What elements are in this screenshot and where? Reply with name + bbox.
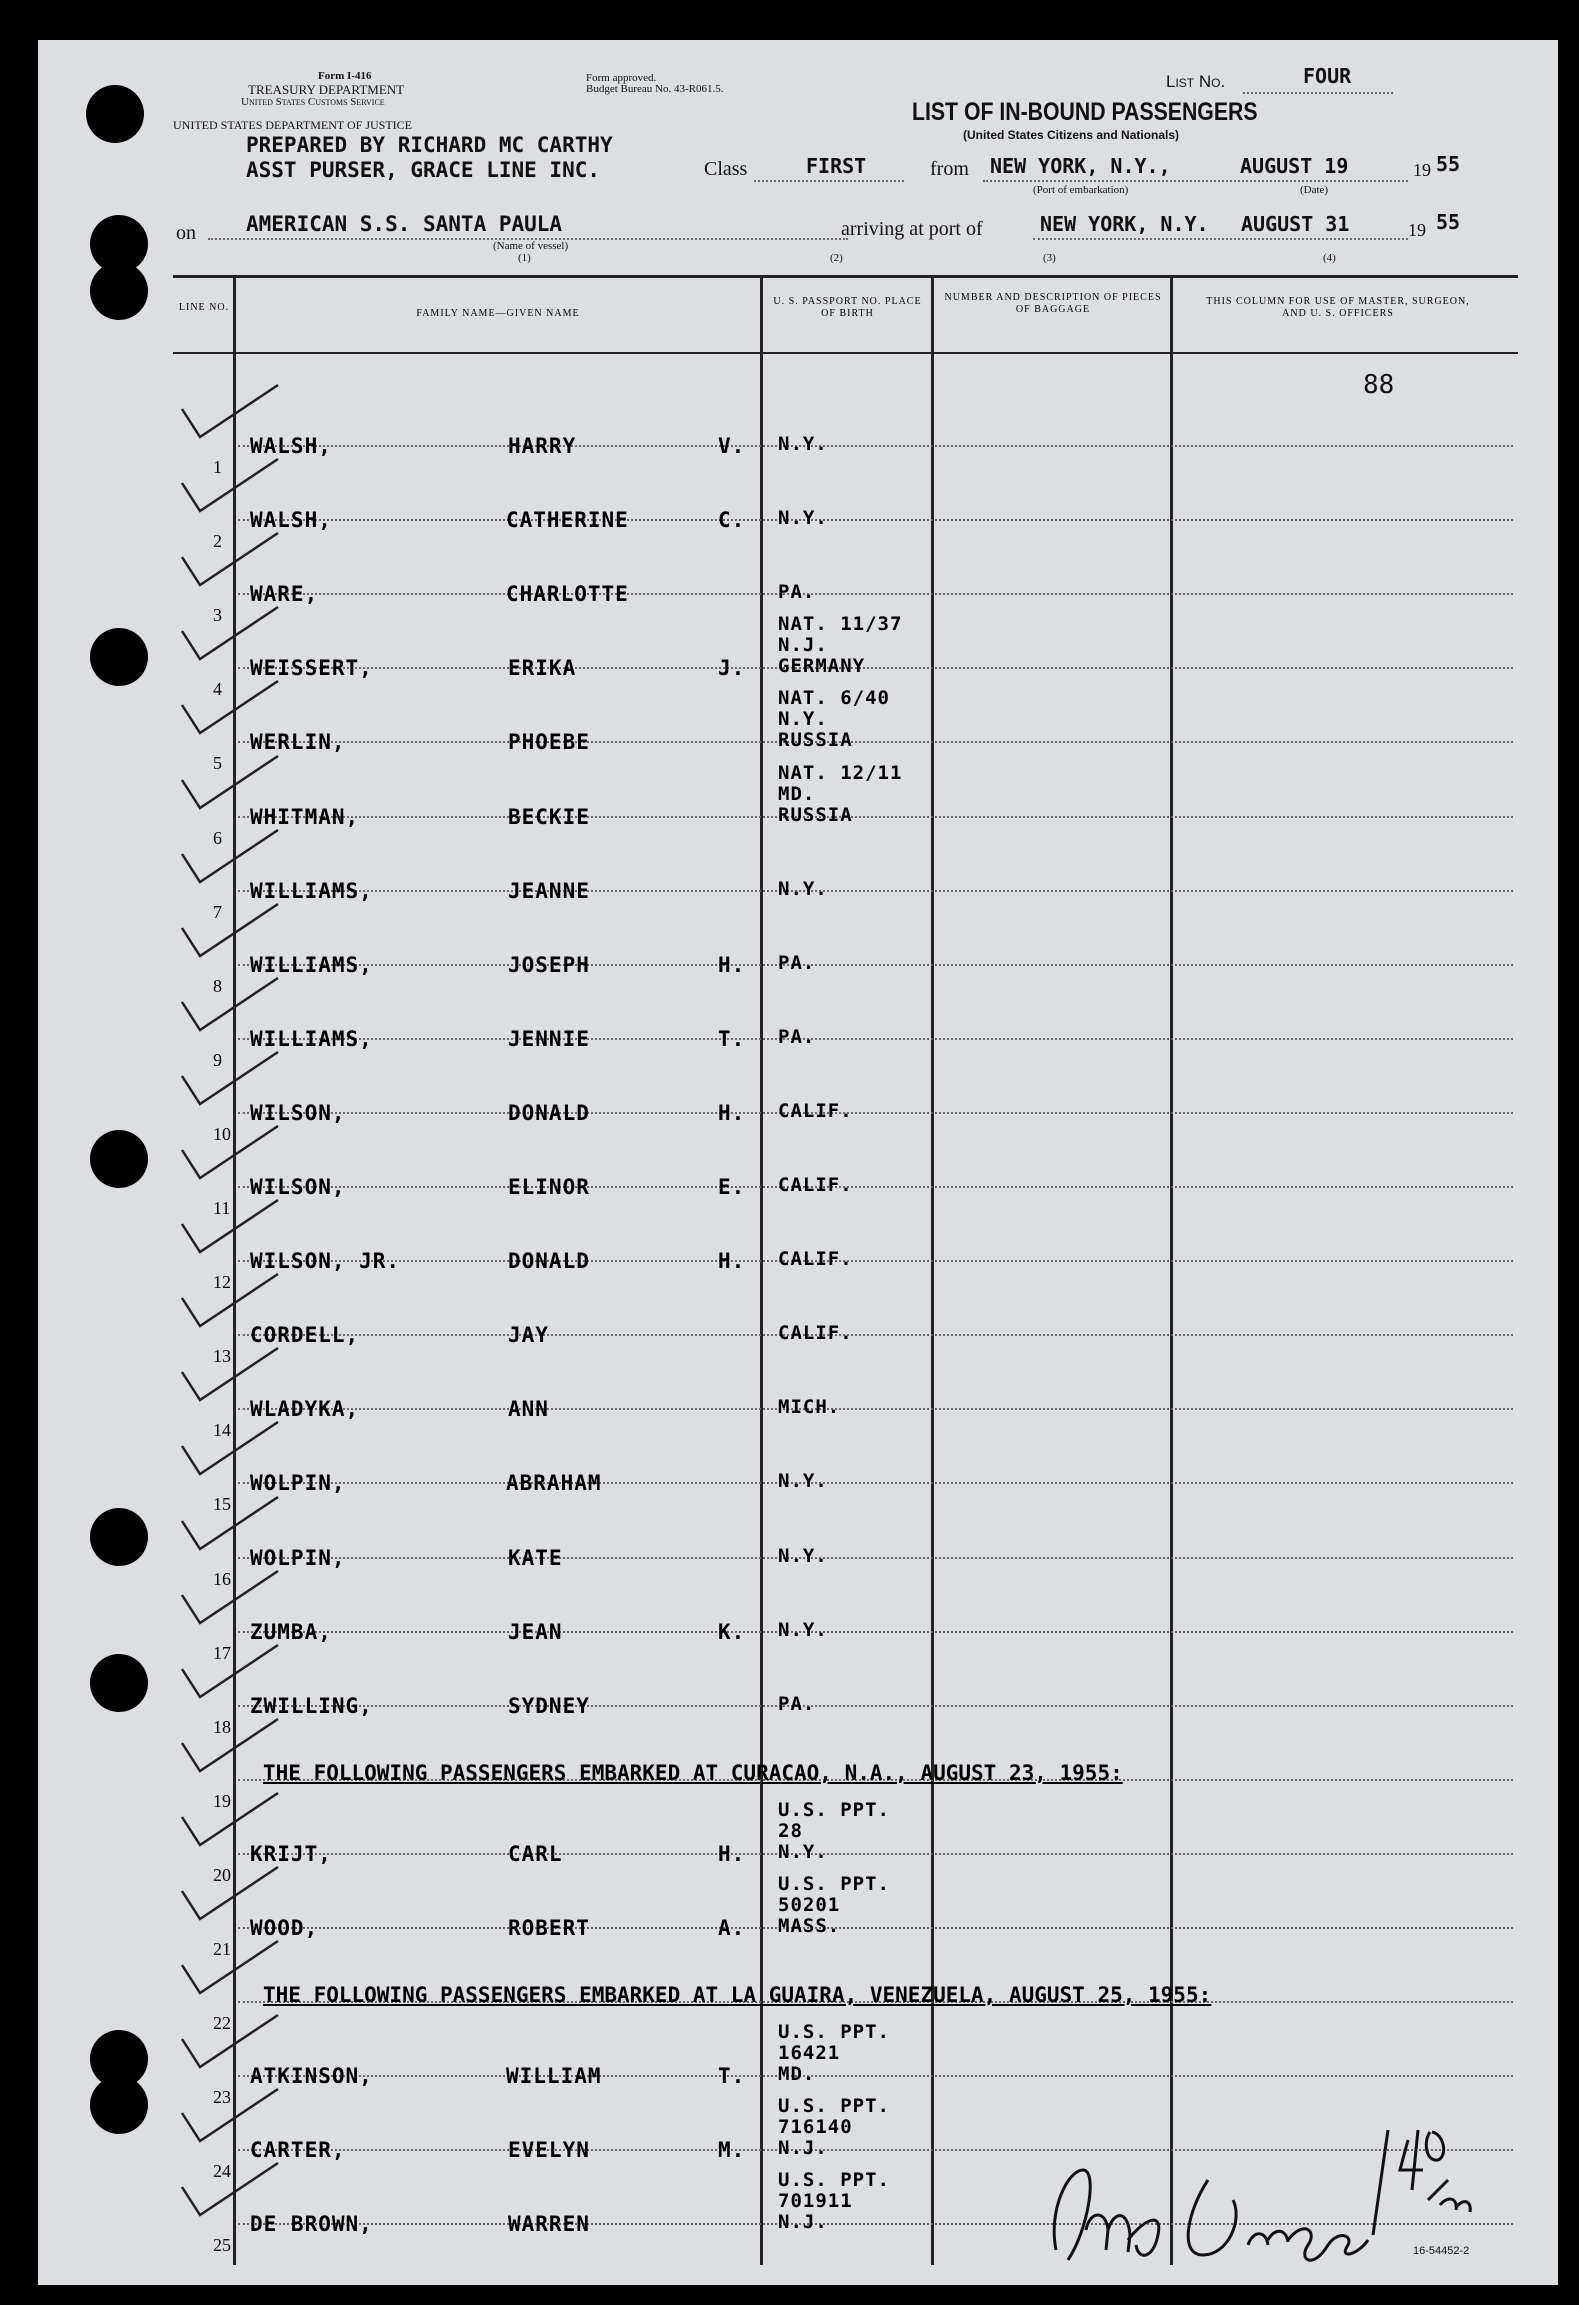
manifest-page — [38, 40, 1558, 2285]
col-1-caption: (1) — [518, 252, 531, 264]
row-rule — [238, 1927, 1513, 1929]
family-name: WARE, — [250, 582, 319, 607]
place-of-birth: 716140 — [778, 2116, 853, 2139]
class-line — [754, 180, 904, 182]
middle-initial: T. — [718, 1026, 746, 1051]
budget-bureau: Budget Bureau No. 43-R061.5. — [586, 83, 724, 95]
middle-initial: J. — [718, 656, 746, 681]
place-of-birth: RUSSIA — [778, 803, 853, 826]
row-rule — [238, 1408, 1513, 1410]
given-name: JAY — [508, 1323, 549, 1348]
row-rule — [238, 816, 1513, 818]
middle-initial: A. — [718, 1916, 746, 1940]
row-rule — [238, 1260, 1513, 1262]
arrival-line — [1033, 238, 1408, 240]
place-of-birth: N.Y. — [778, 708, 828, 731]
line-number: 2 — [213, 531, 222, 552]
asst-purser: ASST PURSER, GRACE LINE INC. — [246, 158, 601, 182]
family-name: WILLIAMS, — [250, 952, 373, 977]
middle-initial: C. — [718, 508, 746, 533]
row-rule — [238, 445, 1513, 447]
place-of-birth: 701911 — [778, 2190, 853, 2213]
place-of-birth: CALIF. — [778, 1174, 853, 1196]
row-rule — [238, 964, 1513, 966]
row-rule — [238, 1705, 1513, 1707]
place-of-birth: PA. — [778, 951, 816, 974]
punch-hole — [90, 1654, 148, 1712]
place-of-birth: NAT. 12/11 — [778, 761, 903, 784]
line-number: 22 — [213, 2013, 231, 2034]
line-number: 13 — [213, 1346, 231, 1367]
arrival-date: AUGUST 31 — [1241, 212, 1350, 236]
footer-code: 16-54452-2 — [1413, 2245, 1470, 2257]
punch-hole — [90, 262, 148, 320]
table-top-border — [173, 275, 1518, 278]
line-number: 7 — [213, 901, 222, 922]
place-of-birth: CALIF. — [778, 1248, 853, 1271]
family-name: WALSH, — [250, 434, 332, 458]
row-rule — [238, 519, 1513, 521]
line-number: 15 — [213, 1494, 231, 1515]
place-of-birth: U.S. PPT. — [778, 2095, 890, 2118]
family-name: WILSON, JR. — [250, 1249, 401, 1274]
place-of-birth: 50201 — [778, 1894, 841, 1916]
middle-initial: H. — [718, 1100, 746, 1125]
place-of-birth: U.S. PPT. — [778, 1873, 890, 1895]
arriving-label: arriving at port of — [841, 218, 983, 240]
from-date: AUGUST 19 — [1240, 154, 1349, 178]
given-name: ANN — [508, 1397, 549, 1422]
punch-hole — [90, 1130, 148, 1188]
date-caption: (Date) — [1300, 184, 1329, 196]
prepared-by: PREPARED BY RICHARD MC CARTHY — [246, 133, 613, 157]
given-name: CATHERINE — [506, 508, 629, 533]
given-name: WARREN — [508, 2212, 590, 2237]
row-rule — [238, 1631, 1513, 1633]
place-of-birth: RUSSIA — [778, 729, 853, 752]
place-of-birth: N.Y. — [778, 1470, 828, 1493]
given-name: JEANNE — [508, 878, 590, 903]
row-rule — [238, 1482, 1513, 1484]
given-name: JEAN — [508, 1619, 563, 1644]
family-name: WOOD, — [250, 1916, 319, 1940]
row-rule — [238, 741, 1513, 743]
table-header-border — [173, 352, 1518, 354]
family-name: WEISSERT, — [250, 656, 373, 681]
family-name: ZWILLING, — [250, 1693, 373, 1718]
middle-initial: H. — [718, 1841, 746, 1866]
list-subtitle: (United States Citizens and Nationals) — [963, 128, 1180, 142]
family-name: WILSON, — [250, 1100, 346, 1125]
place-of-birth: PA. — [778, 581, 816, 604]
baggage-col-divider — [1170, 275, 1173, 2265]
place-of-birth: 28 — [778, 1819, 803, 1842]
row-rule — [238, 1557, 1513, 1559]
name-header: FAMILY NAME—GIVEN NAME — [416, 308, 580, 319]
given-name: CARL — [508, 1841, 563, 1866]
place-of-birth: U.S. PPT. — [778, 1798, 890, 1821]
family-name: WALSH, — [250, 508, 332, 533]
line-number: 9 — [213, 1049, 222, 1070]
given-name: BECKIE — [508, 804, 590, 829]
punch-hole — [90, 628, 148, 686]
middle-initial: V. — [718, 434, 746, 458]
place-of-birth: MD. — [778, 782, 816, 805]
col-2-caption: (2) — [830, 252, 843, 264]
place-of-birth: N.J. — [778, 634, 828, 657]
from-port: NEW YORK, N.Y., — [990, 154, 1171, 178]
treasury-dept: TREASURY DEPARTMENT — [248, 82, 405, 97]
given-name: WILLIAM — [506, 2064, 602, 2089]
place-of-birth: N.Y. — [778, 1840, 828, 1863]
family-name: WILLIAMS, — [250, 878, 373, 903]
line-number: 5 — [213, 753, 222, 774]
line-number: 10 — [213, 1123, 231, 1144]
line-number: 4 — [213, 679, 222, 700]
place-of-birth: U.S. PPT. — [778, 2169, 890, 2192]
row-rule — [238, 1112, 1513, 1114]
middle-initial: M. — [718, 2138, 746, 2163]
from-line — [983, 180, 1408, 182]
col-4-caption: (4) — [1323, 252, 1336, 264]
family-name: ZUMBA, — [250, 1619, 332, 1644]
given-name: ABRAHAM — [506, 1471, 602, 1496]
family-name: ATKINSON, — [250, 2064, 373, 2089]
line-number: 20 — [213, 1864, 231, 1885]
given-name: CHARLOTTE — [506, 582, 629, 607]
customs-service: United States Customs Service — [241, 96, 385, 108]
family-name: CARTER, — [250, 2138, 346, 2163]
given-name: SYDNEY — [508, 1693, 590, 1718]
family-name: WILLIAMS, — [250, 1026, 373, 1051]
place-of-birth: N.Y. — [778, 1618, 828, 1641]
place-of-birth: GERMANY — [778, 655, 866, 678]
given-name: EVELYN — [508, 2138, 590, 2163]
passport-col-divider — [931, 275, 934, 2265]
line-number: 21 — [213, 1939, 231, 1959]
middle-initial: K. — [718, 1619, 746, 1644]
family-name: CORDELL, — [250, 1323, 360, 1348]
arrival-year-prefix: 19 — [1408, 220, 1426, 240]
given-name: ERIKA — [508, 656, 577, 681]
place-of-birth: N.Y. — [778, 507, 828, 530]
on-label: on — [176, 222, 196, 244]
family-name: WOLPIN, — [250, 1471, 346, 1496]
port-caption: (Port of embarkation) — [1033, 184, 1129, 196]
place-of-birth: MICH. — [778, 1396, 841, 1419]
place-of-birth: U.S. PPT. — [778, 2021, 890, 2044]
row-rule — [238, 1334, 1513, 1336]
family-name: WERLIN, — [250, 730, 346, 755]
line-number: 11 — [213, 1198, 231, 1218]
given-name: KATE — [508, 1545, 563, 1570]
given-name: ROBERT — [508, 1916, 590, 1940]
list-title: LIST OF IN-BOUND PASSENGERS — [912, 98, 1258, 126]
arrival-year-suffix: 55 — [1436, 210, 1461, 234]
punch-hole — [86, 85, 144, 143]
col-3-caption: (3) — [1043, 252, 1056, 264]
line-number: 1 — [213, 457, 222, 477]
list-no-label: List No. — [1166, 72, 1226, 91]
middle-initial: T. — [718, 2064, 746, 2089]
embark-note: THE FOLLOWING PASSENGERS EMBARKED AT CURACAO, N.A., AUGUST 23, 1955: — [263, 1760, 1123, 1785]
row-rule — [238, 667, 1513, 669]
justice-dept: UNITED STATES DEPARTMENT OF JUSTICE — [173, 118, 413, 132]
form-number: Form I-416 — [318, 70, 372, 82]
arrival-port: NEW YORK, N.Y. — [1040, 212, 1209, 236]
family-name: WLADYKA, — [250, 1397, 360, 1422]
place-of-birth: N.Y. — [778, 433, 828, 455]
line-number: 18 — [213, 1716, 231, 1737]
row-rule — [238, 593, 1513, 595]
family-name: KRIJT, — [250, 1841, 332, 1866]
line-number: 12 — [213, 1272, 231, 1293]
line-number: 23 — [213, 2087, 231, 2108]
from-year-prefix: 19 — [1413, 160, 1431, 180]
vessel-name: AMERICAN S.S. SANTA PAULA — [246, 212, 563, 236]
row-rule — [238, 890, 1513, 892]
middle-initial: E. — [718, 1175, 746, 1199]
place-of-birth: CALIF. — [778, 1099, 853, 1122]
place-of-birth: CALIF. — [778, 1322, 853, 1345]
place-of-birth: N.Y. — [778, 877, 828, 900]
embark-note: THE FOLLOWING PASSENGERS EMBARKED AT LA GUAIRA, VENEZUELA, AUGUST 25, 1955: — [263, 1983, 1212, 2008]
place-of-birth: NAT. 11/37 — [778, 613, 903, 636]
row-rule — [238, 1853, 1513, 1855]
from-label: from — [930, 158, 969, 180]
line-number: 19 — [213, 1790, 231, 1811]
from-year-suffix: 55 — [1436, 152, 1461, 176]
given-name: DONALD — [508, 1249, 590, 1274]
class-label: Class — [704, 158, 748, 180]
place-of-birth: NAT. 6/40 — [778, 687, 890, 710]
line-number: 16 — [213, 1568, 231, 1589]
punch-hole — [90, 2076, 148, 2134]
middle-initial: H. — [718, 952, 746, 977]
place-of-birth: N.Y. — [778, 1544, 828, 1567]
line-number: 3 — [213, 605, 222, 626]
row-rule — [238, 1186, 1513, 1188]
place-of-birth: 16421 — [778, 2042, 841, 2065]
family-name: WHITMAN, — [250, 804, 360, 829]
place-of-birth: PA. — [778, 1692, 816, 1715]
given-name: ELINOR — [508, 1175, 590, 1199]
punch-hole — [90, 1508, 148, 1566]
family-name: WILSON, — [250, 1175, 346, 1199]
baggage-header: NUMBER AND DESCRIPTION OF PIECES OF BAGGAGE — [944, 292, 1162, 315]
given-name: JOSEPH — [508, 952, 590, 977]
officers-header: THIS COLUMN FOR USE OF MASTER, SURGEON, AND U. S. OFFICERS — [1206, 296, 1470, 319]
line-number: 24 — [213, 2161, 231, 2182]
name-col-divider — [760, 275, 763, 2265]
officer-note: 88 — [1363, 370, 1395, 400]
given-name: PHOEBE — [508, 730, 590, 755]
family-name: DE BROWN, — [250, 2212, 373, 2237]
form-approved: Form approved. — [586, 72, 657, 84]
list-no-line — [1243, 92, 1393, 94]
row-rule — [238, 1038, 1513, 1040]
family-name: WOLPIN, — [250, 1545, 346, 1570]
place-of-birth: N.J. — [778, 2211, 828, 2234]
given-name: HARRY — [508, 434, 577, 458]
vessel-caption: (Name of vessel) — [493, 240, 569, 252]
line-number: 25 — [213, 2235, 231, 2256]
middle-initial: H. — [718, 1249, 746, 1274]
place-of-birth: MASS. — [778, 1915, 841, 1937]
line-number: 17 — [213, 1642, 231, 1663]
given-name: JENNIE — [508, 1026, 590, 1051]
place-of-birth: PA. — [778, 1025, 816, 1048]
line-number: 6 — [213, 827, 222, 848]
given-name: DONALD — [508, 1100, 590, 1125]
class-value: FIRST — [806, 154, 867, 178]
line-no-header: LINE NO. — [178, 302, 230, 313]
list-no-value: FOUR — [1303, 64, 1352, 88]
line-number: 8 — [213, 975, 222, 996]
line-number: 14 — [213, 1420, 231, 1441]
place-of-birth: MD. — [778, 2063, 816, 2086]
inspector-signature — [1028, 2070, 1548, 2280]
passport-header: U. S. PASSPORT NO. PLACE OF BIRTH — [773, 296, 922, 319]
place-of-birth: N.J. — [778, 2137, 828, 2160]
